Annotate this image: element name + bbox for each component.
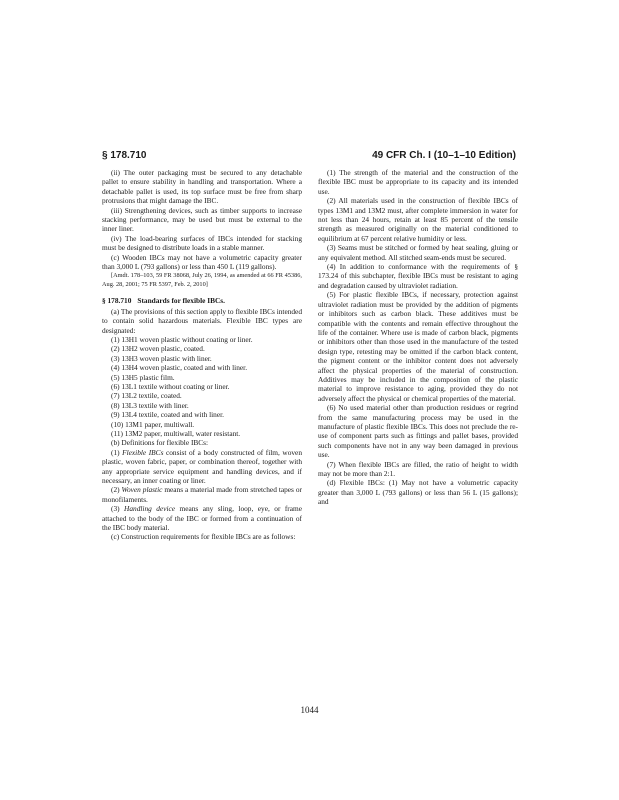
type-item: (9) 13L4 textile, coated and with liner. [111,410,224,420]
type-item: (6) 13L1 textile without coating or liner. [111,381,230,391]
paragraph-c-4: (4) In addition to conformance with the requirements of § 173.24 of this subchapter, flexible IBCs must be resistant to aging and degradation caused by ultraviolet radiation. [318,262,518,290]
paragraph-c-construction: (c) Construction requirements for flexible IBCs are as follows: [111,532,296,542]
definition-term: Woven plastic [121,485,163,495]
type-item: (11) 13M2 paper, multiwall, water resistant. [111,428,241,438]
type-item: (3) 13H3 woven plastic with liner. [111,353,212,363]
left-column [102,168,302,542]
type-item: (8) 13L3 textile with liner. [111,400,189,410]
type-item: (7) 13L2 textile, coated. [111,391,182,401]
section-title: Standards for flexible IBCs. [137,296,225,306]
definition-number: (1) [111,447,123,457]
definition-woven-plastic [102,485,302,504]
paragraph-c-wooden-capacity: (c) Wooden IBCs may not have a volumetric capacity greater than 3,000 L (793 gallons) or less than 450 L (119 gallons). [102,252,302,272]
paragraph-a: (a) The provisions of this section apply to flexible IBCs intended to contain solid hazardous materials. Flexible IBC types are designated: [102,306,302,335]
paragraph-b-iv: (iv) The load-bearing surfaces of IBCs intended for stacking must be designed to distribute loads in a stable manner. [102,233,302,253]
type-item: (4) 13H4 woven plastic, coated and with liner. [111,363,248,373]
definition-flexible-ibcs [102,448,302,486]
paragraph-c-7: (7) When flexible IBCs are filled, the ratio of height to width may not be more than 2:1. [318,459,518,478]
paragraph-b-ii: (ii) The outer packaging must be secured to any detachable pallet to ensure stability in handling and transportation. Where a detachable pallet is used, its top surface must be free from sharp protrusions that might damage the IBC. [102,168,302,206]
type-item: (10) 13M1 paper, multiwall. [111,419,195,429]
definition-text: means a material made from stretched tapes or monofilaments. [102,485,302,504]
definition-text: means any sling, loop, eye, or frame attached to the body of the IBC or formed from a continuation of the IBC body material. [102,504,302,533]
definition-handling-device [102,504,302,532]
paragraph-c-2: (2) All materials used in the construction of flexible IBCs of types 13M1 and 13M2 must, after complete immersion in water for not less than 24 hours, retain at least 85 percent of the tensile strength as measured originally on the material conditioned to equilibrium at 67 percent relative humidity or less. [318,196,518,243]
running-header [102,150,516,166]
definition-term: Flexible IBCs [122,447,164,457]
definition-number: (3) [111,504,125,514]
section-number: § 178.710 [102,296,132,306]
right-column [318,168,518,507]
paragraph-c-3: (3) Seams must be stitched or formed by heat sealing, gluing or any equivalent method. All stitched seam-ends must be secured. [318,243,518,262]
paragraph-d-1: (d) Flexible IBCs: (1) May not have a volumetric capacity greater than 3,000 L (793 gallons) or less than 56 L (15 gallons); and [318,478,518,507]
definition-number: (2) [111,485,122,495]
definition-text: consist of a body constructed of film, woven plastic, woven fabric, paper, or combination thereof, together with any appropriate service equipment and handling devices, and if necessary, an inner coating or liner. [102,447,302,485]
type-item: (1) 13H1 woven plastic without coating or liner. [111,334,253,344]
paragraph-c-6: (6) No used material other than production residues or regrind from the same manufacturing process may be used in the manufacture of plastic flexible IBCs. This does not preclude the re-use of component parts such as fittings and pallet bases, provided such components have not in any way been damaged in previous use. [318,403,518,460]
paragraph-b-definitions: (b) Definitions for flexible IBCs: [111,438,209,448]
type-item: (2) 13H2 woven plastic, coated. [111,344,205,354]
amendment-citation: [Amdt. 178–103, 59 FR 38068, July 26, 1994, as amended at 66 FR 45386, Aug. 28, 2001; 75 FR 5397, Feb. 2, 2010] [102,272,302,288]
page-number: 1044 [300,705,319,715]
paragraph-c-5: (5) For plastic flexible IBCs, if necessary, protection against ultraviolet radiation must be provided by the addition of pigments or inhibitors such as carbon black. These additives must be compatible with the contents and remain effective throughout the life of the container. Where use is made of carbon black, pigments or inhibitors other than those used in the manufacture of the tested design type, retesting may be omitted if the carbon black content, the pigment content or the inhibitor content does not adversely affect the physical properties of the material of construction. Additives may be included in the composition of the plastic material to improve resistance to aging, provided they do not adversely affect the physical or chemical properties of the material. [318,290,518,403]
header-section-number: § 178.710 [102,150,147,161]
section-heading [102,296,302,305]
header-title: 49 CFR Ch. I (10–1–10 Edition) [372,150,516,161]
type-item: (5) 13H5 plastic film. [111,372,175,382]
paragraph-b-iii: (iii) Strengthening devices, such as timber supports to increase stacking performance, may be used but must be external to the inner liner. [102,205,302,234]
paragraph-c-1: (1) The strength of the material and the construction of the flexible IBC must be appropriate to its capacity and its intended use. [318,168,518,196]
definition-term: Handling device [124,504,176,514]
